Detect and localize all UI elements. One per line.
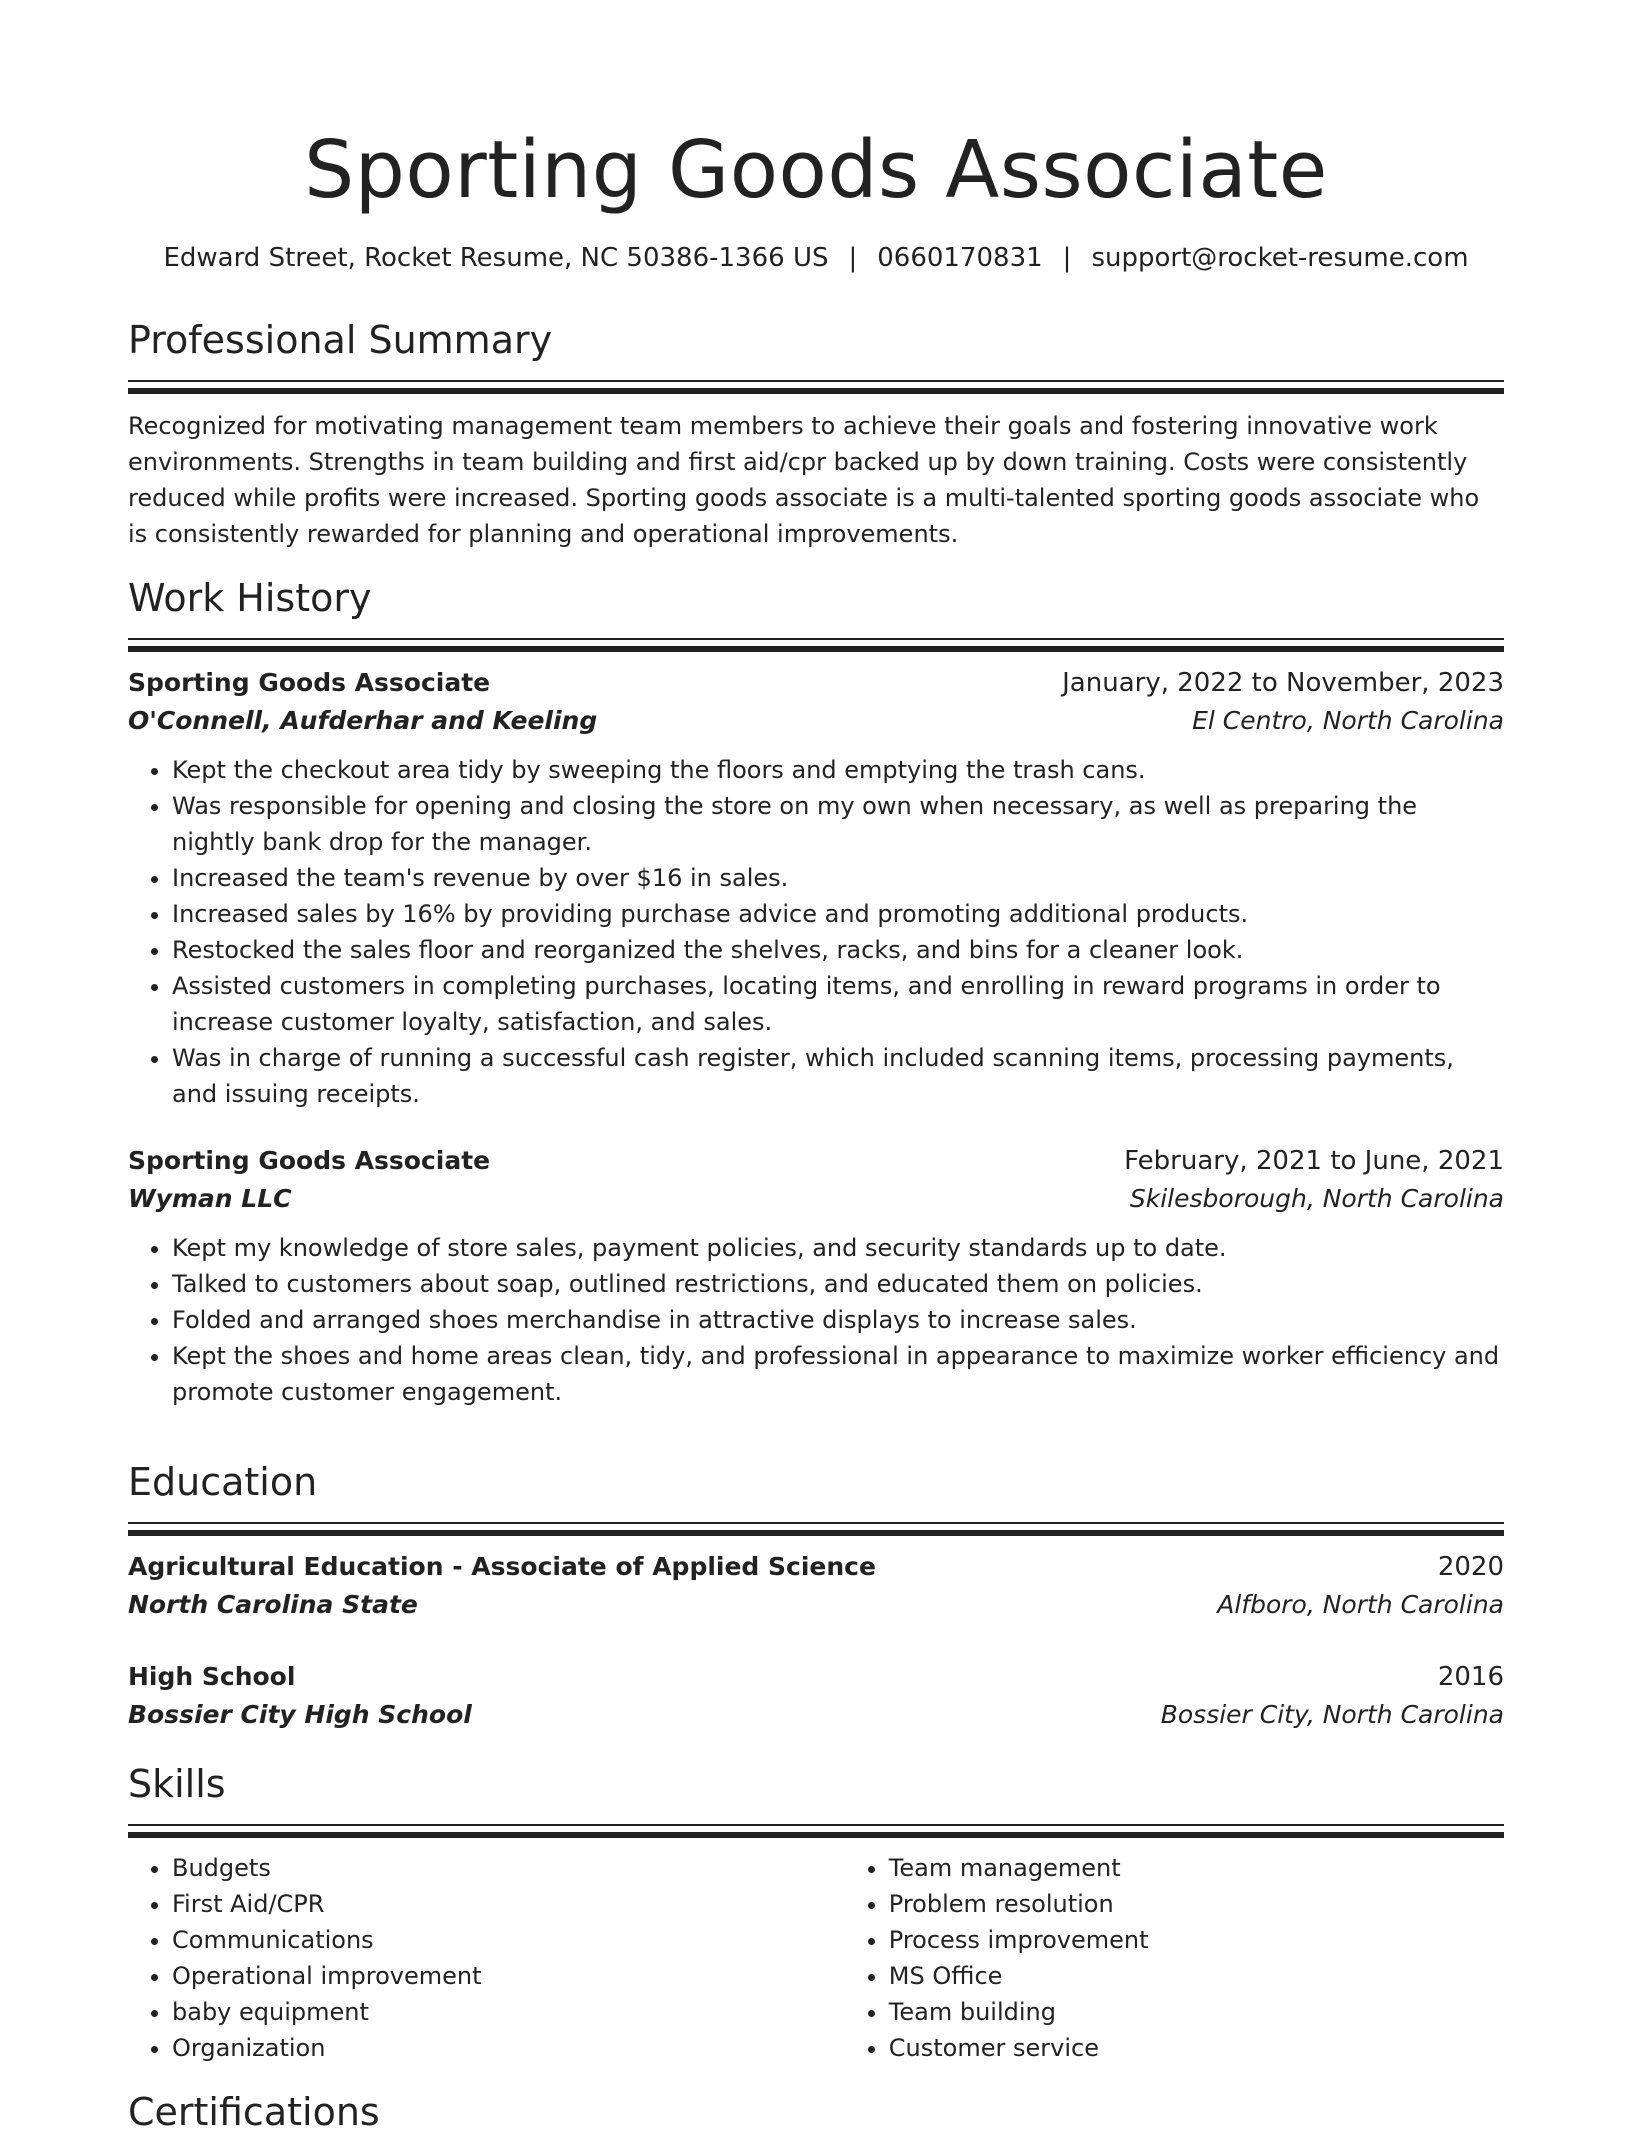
education-section xyxy=(128,1458,1504,1734)
job-location: Skilesborough, North Carolina xyxy=(1129,1184,1504,1213)
list-item: • Folded and arranged shoes merchandise in attractive displays to increase sales. xyxy=(172,1302,1504,1338)
list-item: • Kept my knowledge of store sales, payment policies, and security standards up to date. xyxy=(172,1230,1504,1266)
resume-title: Sporting Goods Associate xyxy=(304,124,1328,216)
section-heading: Work History xyxy=(128,576,372,620)
summary-section xyxy=(128,316,1504,552)
list-item: • Team management xyxy=(889,1850,1504,1886)
education-degree: Agricultural Education - Associate of Applied Science xyxy=(128,1552,876,1581)
education-school: North Carolina State xyxy=(128,1590,418,1619)
resume-page xyxy=(128,0,1504,2134)
contact-separator: | xyxy=(1062,243,1072,273)
list-item: • Talked to customers about soap, outlined restrictions, and educated them on policies. xyxy=(172,1266,1504,1302)
education-entry xyxy=(128,1658,1504,1734)
job-title: Sporting Goods Associate xyxy=(128,1146,491,1175)
contact-email: support@rocket-resume.com xyxy=(1091,243,1469,273)
list-item: • Budgets xyxy=(172,1850,845,1886)
list-item: • Assisted customers in completing purchases, locating items, and enrolling in reward programs in order to increase customer loyalty, satisfaction, and sales. xyxy=(172,968,1504,1040)
contact-separator: | xyxy=(848,243,858,273)
list-item: • Communications xyxy=(172,1922,845,1958)
contact-phone: 0660170831 xyxy=(877,243,1043,273)
section-heading: Professional Summary xyxy=(128,318,553,362)
job-company: Wyman LLC xyxy=(128,1184,292,1213)
job-bullets xyxy=(128,1230,1504,1410)
education-year: 2016 xyxy=(1437,1662,1504,1692)
list-item: • Increased sales by 16% by providing purchase advice and promoting additional products. xyxy=(172,896,1504,932)
list-item: • Team building xyxy=(889,1994,1504,2030)
job-entry xyxy=(128,1142,1504,1410)
list-item: • Organization xyxy=(172,2030,845,2066)
list-item: • Restocked the sales floor and reorganized the shelves, racks, and bins for a cleaner look. xyxy=(172,932,1504,968)
list-item: • Problem resolution xyxy=(889,1886,1504,1922)
education-entry xyxy=(128,1548,1504,1624)
skills-section xyxy=(128,1760,1504,2066)
list-item: • Was responsible for opening and closing the store on my own when necessary, as well as preparing the nightly bank drop for the manager. xyxy=(172,788,1504,860)
section-rule xyxy=(128,380,1504,396)
education-year: 2020 xyxy=(1437,1552,1504,1582)
education-location: Bossier City, North Carolina xyxy=(1160,1700,1504,1729)
list-item: • Was in charge of running a successful cash register, which included scanning items, processing payments, and issuing receipts. xyxy=(172,1040,1504,1112)
contact-line xyxy=(128,240,1504,276)
list-item: • MS Office xyxy=(889,1958,1504,1994)
list-item: • Kept the shoes and home areas clean, tidy, and professional in appearance to maximize worker efficiency and promote customer engagement. xyxy=(172,1338,1504,1410)
education-degree: High School xyxy=(128,1662,296,1691)
summary-text: Recognized for motivating management team members to achieve their goals and fostering innovative work environments. Strengths in team building and first aid/cpr backed up by down training. Costs were consistently reduced while profits were increased. Sporting goods associate is a multi-talented sporting goods associate who is consistently rewarded for planning and operational improvements. xyxy=(128,412,1480,548)
list-item: • Kept the checkout area tidy by sweeping the floors and emptying the trash cans. xyxy=(172,752,1504,788)
certifications-section xyxy=(128,2088,1504,2136)
section-rule xyxy=(128,1824,1504,1840)
skills-columns xyxy=(128,1850,1504,2066)
education-location: Alfboro, North Carolina xyxy=(1217,1590,1504,1619)
job-entry xyxy=(128,664,1504,1112)
list-item: • Customer service xyxy=(889,2030,1504,2066)
list-item: • baby equipment xyxy=(172,1994,845,2030)
job-location: El Centro, North Carolina xyxy=(1192,706,1504,735)
section-heading: Education xyxy=(128,1460,318,1504)
skills-list-right xyxy=(845,1850,1504,2066)
section-heading: Skills xyxy=(128,1762,226,1806)
section-heading: Certifications xyxy=(128,2090,380,2134)
list-item: • Process improvement xyxy=(889,1922,1504,1958)
section-rule xyxy=(128,638,1504,654)
job-dates: February, 2021 to June, 2021 xyxy=(1124,1146,1504,1176)
list-item: • Increased the team's revenue by over $16 in sales. xyxy=(172,860,1504,896)
work-section xyxy=(128,574,1504,1410)
list-item: • Operational improvement xyxy=(172,1958,845,1994)
job-company: O'Connell, Aufderhar and Keeling xyxy=(128,706,598,735)
job-title: Sporting Goods Associate xyxy=(128,668,491,697)
job-dates: January, 2022 to November, 2023 xyxy=(1062,668,1504,698)
job-bullets xyxy=(128,752,1504,1112)
skills-list-left xyxy=(128,1850,845,2066)
education-school: Bossier City High School xyxy=(128,1700,472,1729)
contact-address: Edward Street, Rocket Resume, NC 50386-1366 US xyxy=(163,243,829,273)
list-item: • First Aid/CPR xyxy=(172,1886,845,1922)
section-rule xyxy=(128,1522,1504,1538)
